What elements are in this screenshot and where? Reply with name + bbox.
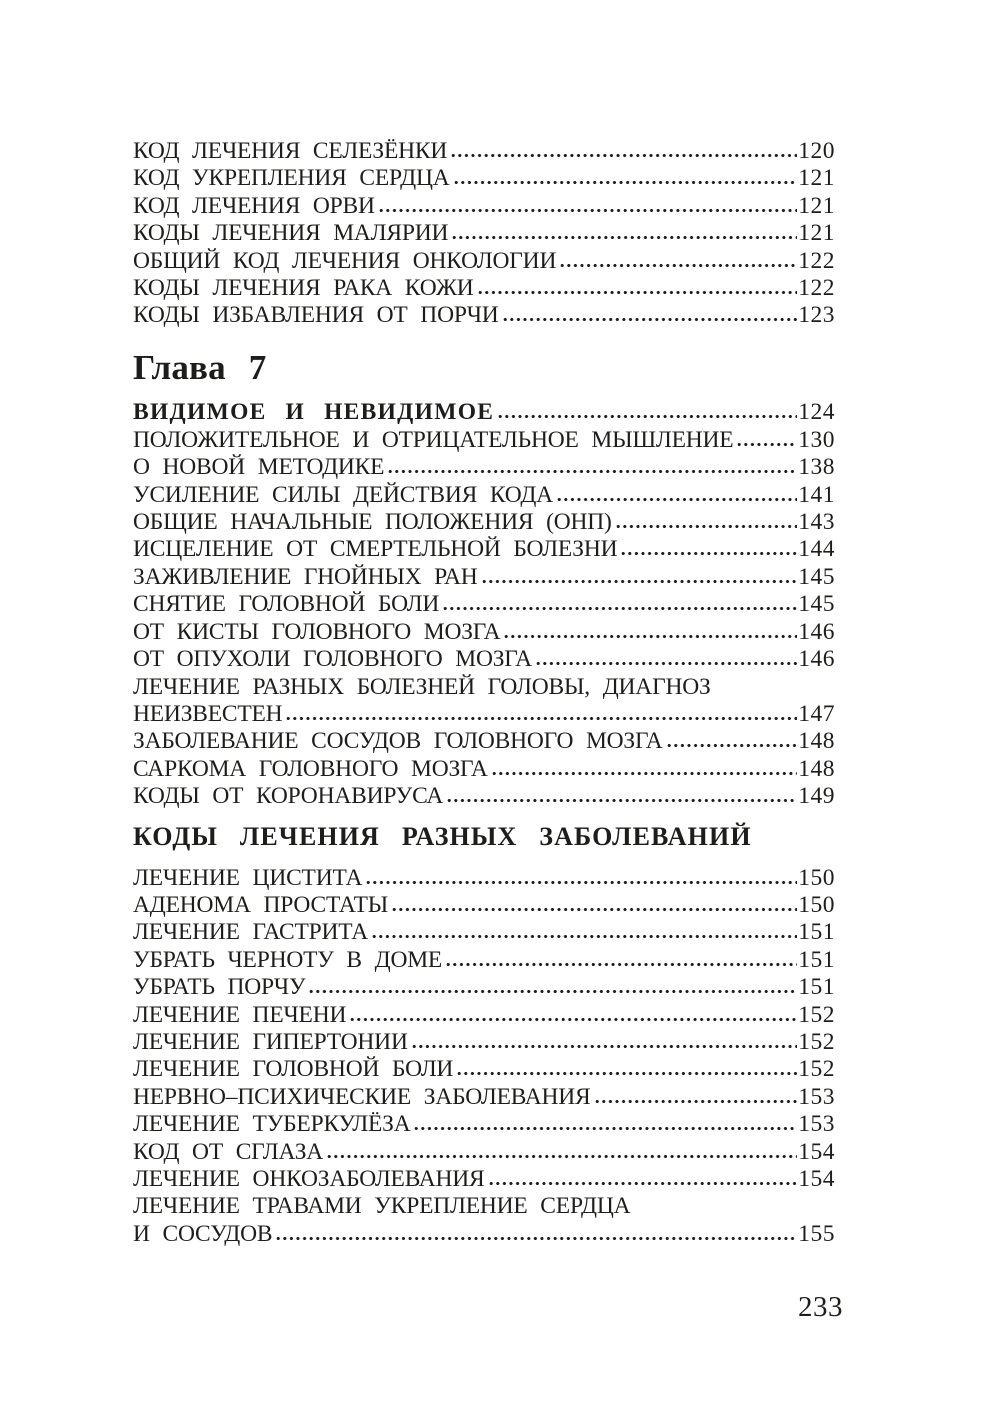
toc-entry-row <box>133 482 835 509</box>
toc-entry-page-number: 123 <box>798 302 835 329</box>
toc-entry-row <box>133 756 835 783</box>
toc-entry-page-number: 145 <box>798 563 835 590</box>
toc-entry-title: ЛЕЧЕНИЕ ПЕЧЕНИ <box>133 1001 347 1028</box>
toc-entry-row <box>133 646 835 673</box>
toc-entry <box>133 1002 835 1029</box>
dot-leader <box>379 208 797 213</box>
toc-entry-row <box>133 701 835 728</box>
toc-entry-page-number: 149 <box>798 783 835 810</box>
toc-entry-page-number: 146 <box>798 618 835 645</box>
toc-entry <box>133 427 835 454</box>
toc-entry <box>133 1056 835 1083</box>
toc-entry-row <box>133 1221 835 1248</box>
dot-leader <box>366 880 797 885</box>
toc-entry <box>133 564 835 591</box>
toc-entry-title: ЗАБОЛЕВАНИЕ СОСУДОВ ГОЛОВНОГО МОЗГА <box>133 728 663 755</box>
toc-entry-page-number: 121 <box>798 165 835 192</box>
toc-entry-row <box>133 193 835 220</box>
toc-entry-title: ЛЕЧЕНИЕ ТУБЕРКУЛЁЗА <box>133 1111 411 1138</box>
page-number: 233 <box>798 1291 843 1323</box>
toc-entry <box>133 165 835 192</box>
toc-entry-title: ЛЕЧЕНИЕ ОНКОЗАБОЛЕВАНИЯ <box>133 1166 485 1192</box>
toc-entry-row <box>133 1139 835 1166</box>
toc-entry-page-number: 138 <box>798 454 835 481</box>
toc-entry <box>133 454 835 481</box>
toc-entry-title: ОБЩИЕ НАЧАЛЬНЫЕ ПОЛОЖЕНИЯ (ОНП) <box>133 509 612 536</box>
toc-entry <box>133 536 835 563</box>
toc-entry <box>133 728 835 755</box>
toc-entry-row <box>133 564 835 591</box>
toc-entry-page-number: 121 <box>798 220 835 247</box>
toc-entry-title: УБРАТЬ ЧЕРНОТУ В ДОМЕ <box>133 946 443 973</box>
toc-entry-row <box>133 275 835 302</box>
toc-entry-page-number: 153 <box>798 1083 835 1110</box>
toc-entry <box>133 674 835 729</box>
toc-entry-page-number: 146 <box>798 646 835 673</box>
toc-entry-title-line: ЛЕЧЕНИЕ РАЗНЫХ БОЛЕЗНЕЙ ГОЛОВЫ, ДИАГНОЗ <box>133 673 711 700</box>
toc-entry <box>133 248 835 275</box>
toc-entry-page-number: 154 <box>798 1138 835 1165</box>
toc-entry <box>133 783 835 810</box>
toc-entry-page-number: 124 <box>798 398 835 425</box>
toc-entry <box>133 509 835 536</box>
toc-entry <box>133 1193 835 1248</box>
toc-entry-page-number: 130 <box>798 426 835 453</box>
toc-entry-page-number: 150 <box>798 864 835 891</box>
dot-leader <box>557 497 797 502</box>
toc-entry <box>133 974 835 1001</box>
chapter-heading: Глава 7 <box>133 347 267 387</box>
toc-entry-page-number: 120 <box>798 138 835 164</box>
dot-leader <box>492 771 798 776</box>
dot-leader <box>737 442 797 447</box>
toc-entry-page-number: 145 <box>798 591 835 618</box>
toc-entry-row <box>133 454 835 481</box>
toc-entry-row <box>133 919 835 946</box>
toc-entry-title: КОДЫ ИЗБАВЛЕНИЯ ОТ ПОРЧИ <box>133 302 499 329</box>
toc-entry-page-number: 155 <box>798 1220 835 1247</box>
toc-entry <box>133 591 835 618</box>
toc-entry-title: СНЯТИЕ ГОЛОВНОЙ БОЛИ <box>133 591 440 618</box>
toc-entry <box>133 138 835 165</box>
toc-entry-page-number: 148 <box>798 755 835 782</box>
toc-entry-row <box>133 536 835 563</box>
toc-entry <box>133 892 835 919</box>
toc-entry-page-number: 154 <box>798 1166 835 1192</box>
section-heading: КОДЫ ЛЕЧЕНИЯ РАЗНЫХ ЗАБОЛЕВАНИЙ <box>133 821 752 851</box>
toc-entry-row <box>133 397 835 427</box>
toc-entry-title: О НОВОЙ МЕТОДИКЕ <box>133 454 385 481</box>
toc-entry-row <box>133 427 835 454</box>
toc-entry-row <box>133 1084 835 1111</box>
toc-entry-title: КОДЫ ОТ КОРОНАВИРУСА <box>133 783 444 810</box>
toc-entry-title: ЛЕЧЕНИЕ ЦИСТИТА <box>133 864 363 891</box>
toc-entry-row <box>133 1029 835 1056</box>
toc-entry-page-number: 121 <box>798 192 835 219</box>
table-of-contents <box>133 138 835 1248</box>
toc-entry <box>133 919 835 946</box>
dot-leader <box>616 524 798 529</box>
toc-entry-page-number: 152 <box>798 1001 835 1028</box>
toc-entry-title: ЛЕЧЕНИЕ ГОЛОВНОЙ БОЛИ <box>133 1056 454 1083</box>
toc-entry-title-line: ЛЕЧЕНИЕ ТРАВАМИ УКРЕПЛЕНИЕ СЕРДЦА <box>133 1193 631 1220</box>
toc-entry-title: И СОСУДОВ <box>133 1220 273 1247</box>
dot-leader <box>392 907 797 912</box>
dot-leader <box>446 962 797 967</box>
dot-leader <box>276 1236 797 1241</box>
toc-entry-page-number: 144 <box>798 536 835 563</box>
dot-leader <box>388 469 797 474</box>
toc-entry-row <box>133 1002 835 1029</box>
toc-entry <box>133 1111 835 1138</box>
toc-entry-row <box>133 165 835 192</box>
toc-entry-title: ЛЕЧЕНИЕ ГАСТРИТА <box>133 919 368 946</box>
toc-entry-title: КОД ЛЕЧЕНИЯ ОРВИ <box>133 192 375 219</box>
toc-entry-title: КОДЫ ЛЕЧЕНИЯ МАЛЯРИИ <box>133 220 449 247</box>
toc-entry-page-number: 122 <box>798 275 835 302</box>
toc-entry-page-number: 148 <box>798 728 835 755</box>
toc-entry <box>133 397 835 427</box>
toc-entry-row <box>133 892 835 919</box>
toc-entry <box>133 947 835 974</box>
toc-entry-row <box>133 619 835 646</box>
dot-leader <box>414 1126 797 1131</box>
dot-leader <box>372 934 797 939</box>
toc-entry-row <box>133 947 835 974</box>
toc-entry <box>133 193 835 220</box>
dot-leader <box>452 235 797 240</box>
toc-entry <box>133 275 835 302</box>
toc-entry-title: УБРАТЬ ПОРЧУ <box>133 974 306 1001</box>
toc-entry-page-number: 151 <box>798 919 835 946</box>
dot-leader <box>667 743 798 748</box>
toc-entry-page-number: 151 <box>798 974 835 1001</box>
dot-leader <box>478 290 798 295</box>
toc-entry-title: НЕРВНО–ПСИХИЧЕСКИЕ ЗАБОЛЕВАНИЯ <box>133 1083 591 1110</box>
dot-leader <box>451 153 797 158</box>
toc-entry <box>133 1084 835 1111</box>
toc-entry-page-number: 150 <box>798 891 835 918</box>
toc-entry-title: КОД ОТ СГЛАЗА <box>133 1138 324 1165</box>
dot-leader <box>595 1099 798 1104</box>
dot-leader <box>498 414 797 419</box>
toc-entry-page-number: 143 <box>798 509 835 536</box>
dot-leader <box>327 1154 797 1159</box>
dot-leader <box>454 180 798 185</box>
toc-entry <box>133 619 835 646</box>
toc-entry-title: ОТ КИСТЫ ГОЛОВНОГО МОЗГА <box>133 618 501 645</box>
toc-entry-row <box>133 220 835 247</box>
toc-entry-row <box>133 1056 835 1083</box>
dot-leader <box>443 606 797 611</box>
toc-entry-title: УСИЛЕНИЕ СИЛЫ ДЕЙСТВИЯ КОДА <box>133 481 553 508</box>
dot-leader <box>350 1017 797 1022</box>
toc-entry-title: НЕИЗВЕСТЕН <box>133 700 283 727</box>
toc-entry <box>133 302 835 329</box>
dot-leader <box>457 1071 797 1076</box>
dot-leader <box>489 1181 798 1186</box>
dot-leader <box>412 1044 798 1049</box>
toc-entry-page-number: 152 <box>798 1028 835 1055</box>
toc-entry-row <box>133 865 835 892</box>
toc-entry-page-number: 152 <box>798 1056 835 1083</box>
toc-entry <box>133 1029 835 1056</box>
toc-entry-page-number: 141 <box>798 481 835 508</box>
toc-entry <box>133 482 835 509</box>
toc-entry-title: САРКОМА ГОЛОВНОГО МОЗГА <box>133 755 488 782</box>
dot-leader <box>447 798 797 803</box>
dot-leader <box>309 989 797 994</box>
toc-entry-page-number: 153 <box>798 1111 835 1138</box>
toc-entry-title: ПОЛОЖИТЕЛЬНОЕ И ОТРИЦАТЕЛЬНОЕ МЫШЛЕНИЕ <box>133 426 734 453</box>
toc-entry-row <box>133 1111 835 1138</box>
dot-leader <box>504 634 797 639</box>
dot-leader <box>560 263 797 268</box>
dot-leader <box>536 661 797 666</box>
toc-entry-row <box>133 783 835 810</box>
toc-entry-row <box>133 248 835 275</box>
dot-leader <box>482 579 798 584</box>
toc-entry <box>133 1139 835 1166</box>
toc-entry-row <box>133 974 835 1001</box>
toc-entry-title: АДЕНОМА ПРОСТАТЫ <box>133 891 389 918</box>
toc-entry <box>133 646 835 673</box>
toc-entry-row <box>133 728 835 755</box>
toc-entry-title: ЗАЖИВЛЕНИЕ ГНОЙНЫХ РАН <box>133 563 478 590</box>
toc-entry-row <box>133 138 835 165</box>
toc-entry-page-number: 122 <box>798 247 835 274</box>
toc-entry-row <box>133 1166 835 1193</box>
toc-entry <box>133 756 835 783</box>
toc-entry-row <box>133 591 835 618</box>
toc-entry-title: ОБЩИЙ КОД ЛЕЧЕНИЯ ОНКОЛОГИИ <box>133 247 557 274</box>
toc-entry-title: ОТ ОПУХОЛИ ГОЛОВНОГО МОЗГА <box>133 646 532 673</box>
toc-entry-page-number: 147 <box>798 700 835 727</box>
toc-entry-title: ЛЕЧЕНИЕ ГИПЕРТОНИИ <box>133 1028 408 1055</box>
toc-entry-row <box>133 302 835 329</box>
dot-leader <box>286 716 797 721</box>
toc-entry <box>133 220 835 247</box>
toc-entry-title: ИСЦЕЛЕНИЕ ОТ СМЕРТЕЛЬНОЙ БОЛЕЗНИ <box>133 536 618 563</box>
toc-entry-title: КОД УКРЕПЛЕНИЯ СЕРДЦА <box>133 165 450 192</box>
toc-entry <box>133 1166 835 1193</box>
dot-leader <box>503 317 798 322</box>
toc-entry-page-number: 151 <box>798 946 835 973</box>
toc-entry-row <box>133 509 835 536</box>
toc-entry-title: ВИДИМОЕ И НЕВИДИМОЕ <box>133 398 495 425</box>
toc-entry-title: КОДЫ ЛЕЧЕНИЯ РАКА КОЖИ <box>133 275 474 302</box>
dot-leader <box>621 551 797 556</box>
toc-entry-title: КОД ЛЕЧЕНИЯ СЕЛЕЗЁНКИ <box>133 138 448 164</box>
toc-entry <box>133 865 835 892</box>
